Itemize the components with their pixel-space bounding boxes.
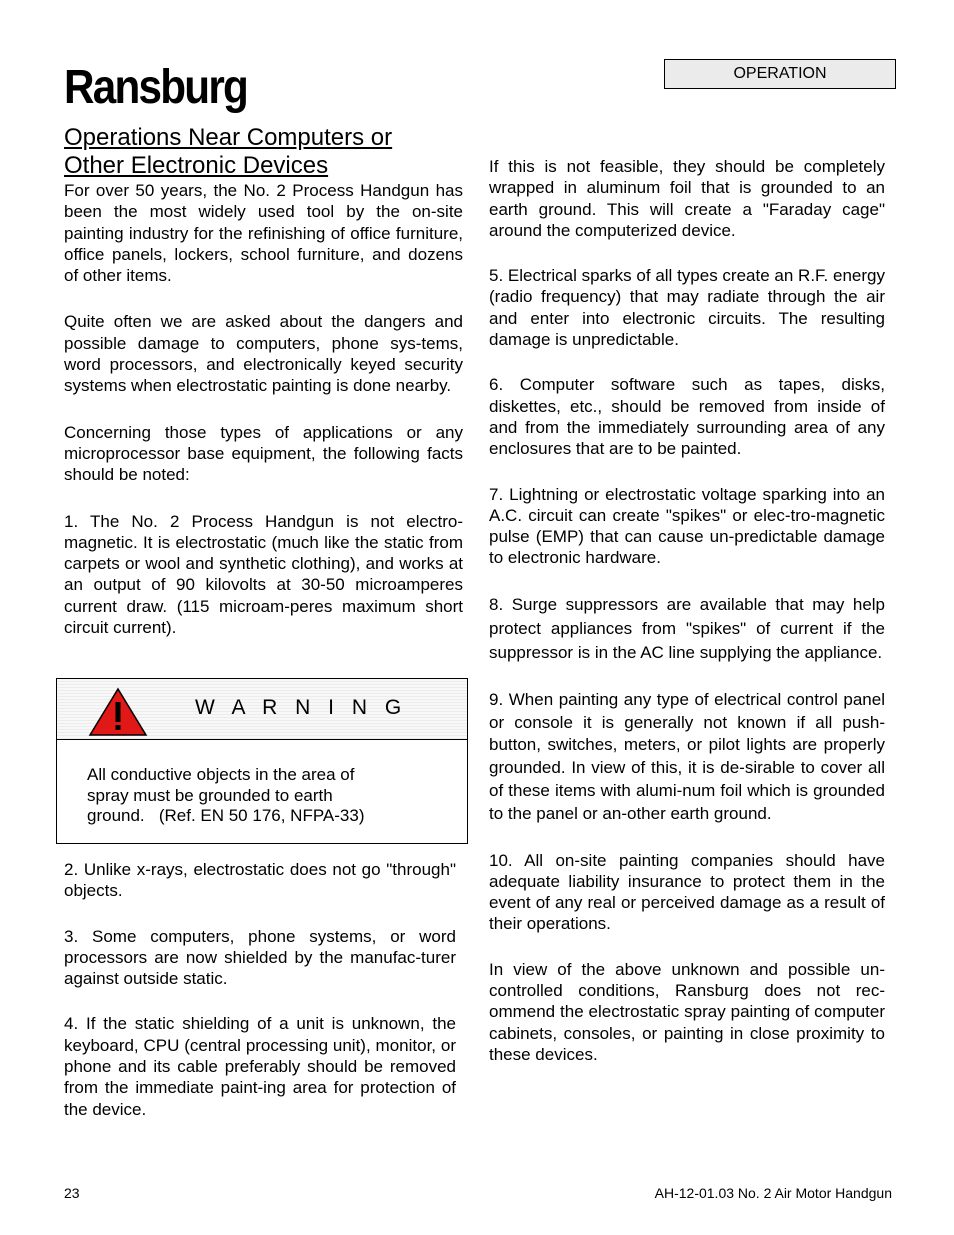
ransburg-logo: Ransburg [64,61,248,114]
paragraph: 7. Lightning or electrostatic voltage sparking into an A.C. circuit can create "spikes" or elec-tro-magnetic pulse (EMP) that can cause un-predictable damage to electronic hardware. [489,484,885,568]
paragraph: 8. Surge suppressors are available that may help protect appliances from "spikes" of current if the suppressor is in the AC line supplying the appliance. [489,594,885,662]
warning-line: spray must be grounded to earth [87,785,333,805]
warning-line: All conductive objects in the area of [87,765,355,784]
paragraph: In view of the above unknown and possible un-controlled conditions, Ransburg does not rec-ommend the electrostatic spray painting of computer cabinets, consoles, or painting in close proximity to these devices. [489,959,885,1064]
paragraph: 3. Some computers, phone systems, or word processors are now shielded by the manufac-turer against outside static. [64,926,456,989]
warning-title: W A R N I N G [195,696,408,719]
section-tag: OPERATION [664,59,896,89]
warning-box [56,678,468,844]
warning-text [87,765,427,827]
warning-header [57,679,467,740]
paragraph: 2. Unlike x-rays, electrostatic does not go "through" objects. [64,860,456,901]
warning-line: ground. (Ref. EN 50 176, NFPA-33) [87,806,365,825]
paragraph: If this is not feasible, they should be completely wrapped in aluminum foil that is grounded to an earth ground. This will create a "Faraday cage" around the computerized device. [489,157,885,240]
paragraph: 10. All on-site painting companies should have adequate liability insurance to protect them in the event of any real or perceived damage as a result of their operations. [489,850,885,934]
exclamation-triangle-icon [88,687,148,737]
paragraph: 9. When painting any type of electrical control panel or console it is generally not known if all push-button, switches, meters, or pilot lights are properly grounded. In view of this, it is de-sirable to cover all of these items with alumi-num foil which is grounded to the panel or an-other earth ground. [489,689,885,823]
document-id: AH-12-01.03 No. 2 Air Motor Handgun [654,1185,892,1201]
paragraph: 5. Electrical sparks of all types create an R.F. energy (radio frequency) that may radiate through the air and enter into electronic circuits. The resulting damage is unpredictable. [489,266,885,350]
page-number: 23 [64,1185,80,1201]
paragraph: 4. If the static shielding of a unit is unknown, the keyboard, CPU (central processing unit), monitor, or phone and its cable preferably should be removed from the immediate paint-ing area for protection of the device. [64,1014,456,1119]
paragraph: 1. The No. 2 Process Handgun is not electro-magnetic. It is electrostatic (much like the static from carpets or wool and synthetic clothing), and works at an output of 90 kilovolts at 30-50 microamperes current draw. (115 microam-peres maximum short circuit current). [64,511,463,638]
right-column [489,156,885,1089]
paragraph: 6. Computer software such as tapes, disks, diskettes, etc., should be removed from inside of and from the immediately surrounding area of any enclosures that are to be painted. [489,375,885,459]
paragraph: Quite often we are asked about the dangers and possible damage to computers, phone sys-tems, word processors, and electronically keyed security systems when electrostatic painting is done nearby. [64,312,463,396]
page-title [64,124,484,180]
paragraph: Concerning those types of applications or any microprocessor base equipment, the following facts should be noted: [64,422,463,485]
left-column-bottom [64,859,456,1144]
page-title-line2: Other Electronic Devices [64,152,329,179]
left-column-top [64,180,463,662]
paragraph: For over 50 years, the No. 2 Process Handgun has been the most widely used tool by the on-site painting industry for the refinishing of office furniture, office panels, lockers, school furniture, and dozens of other items. [64,181,463,286]
page-title-line1: Operations Near Computers or [64,124,393,151]
